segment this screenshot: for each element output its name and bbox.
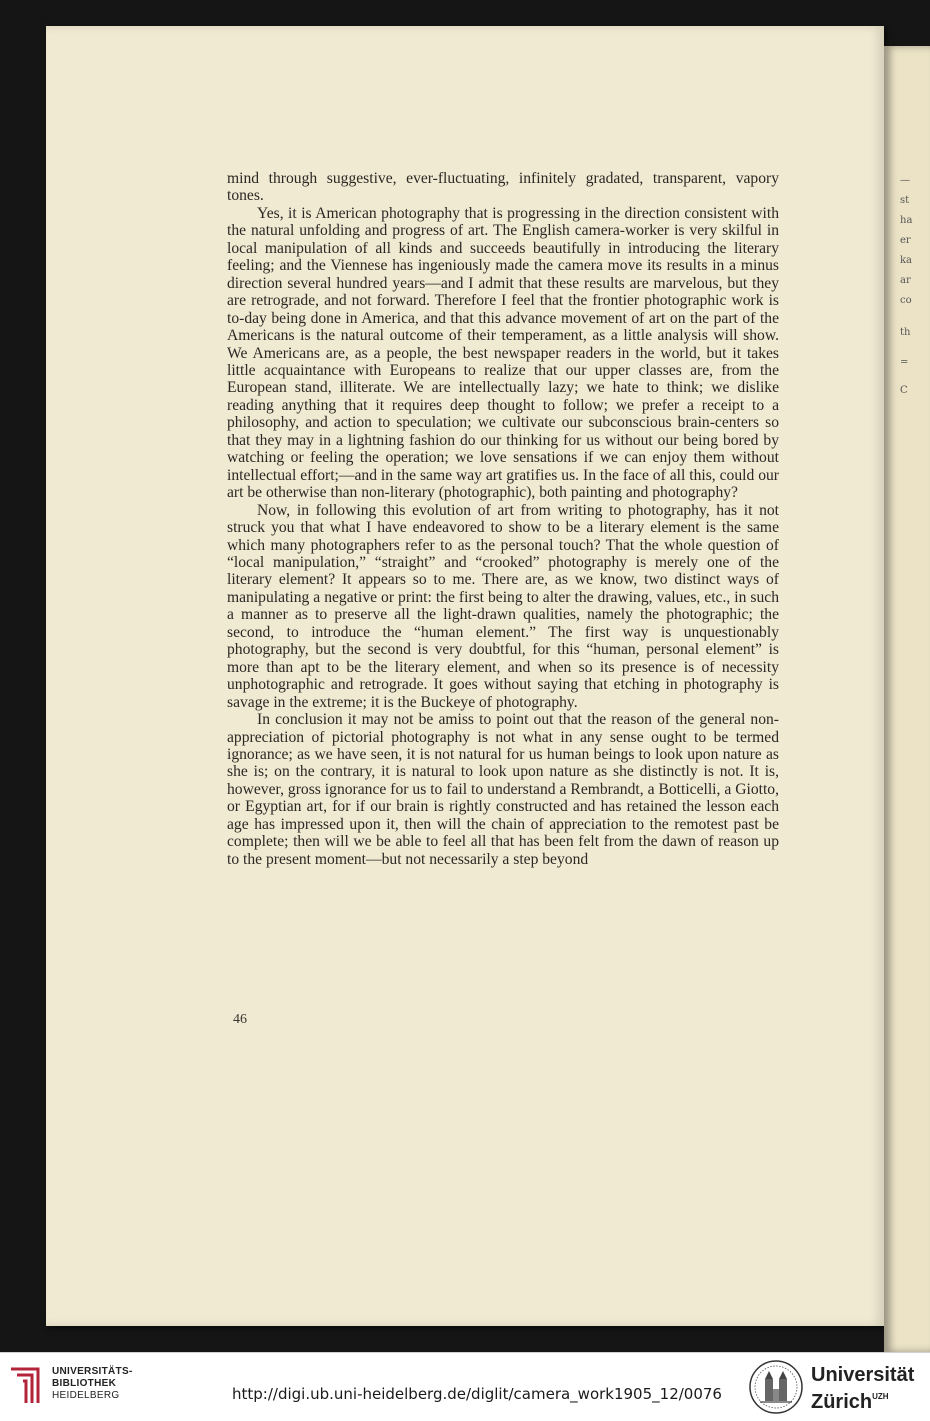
adjacent-page-fragment: = <box>900 357 909 368</box>
document-url-link[interactable]: http://digi.ub.uni-heidelberg.de/diglit/camera_work1905_12/0076 <box>232 1385 722 1403</box>
paragraph: In conclusion it may not be amiss to point out that the reason of the general non-appreciation of pictorial photography is not what in any sense ought to be termed ignorance; as we have seen, it is not natural for us human beings to look upon nature as she is; on the contrary, it is natural to look upon nature as she distinctly is not. It is, however, gross ignorance for us to fail to understand a Rembrandt, a Botticelli, a Giotto, or Egyptian art, for if our brain is rightly constructed and has retained the lesson each age has impressed upon it, then will the chain of appreciation to the remotest past be complete; then will we be able to feel all that has been felt from the dawn of reason up to the present moment—but not necessarily a step beyond <box>227 711 779 868</box>
university-city: Zürich <box>811 1391 873 1413</box>
adjacent-page-fragment: — <box>900 175 910 186</box>
library-name-line: UNIVERSITÄTS- <box>52 1366 133 1377</box>
adjacent-page-fragment: th <box>900 327 911 338</box>
paragraph: Yes, it is American photography that is progressing in the direction consistent with the natural unfolding and progress of art. The English camera-worker is very skilful in local manipulation of all kinds and succeeds beautifully in introducing the literary feeling; and the Viennese has ingeniously made the camera move its results in a minus direction several hundred years—and I admit that these results are marvelous, but they are retrograde, and not forward. Therefore I feel that the frontier photographic work is to-day being done in America, and that this advance movement of art on the part of the Americans is the natural outcome of their temperament, as a little analysis will show. We Americans are, as a people, the best newspaper readers in the world, but it takes little acquaintance with Europeans to realize that our upper classes are, from the European stand, illiterate. We are intellectually lazy; we hate to think; we dislike reading anything that it requires deep thought to follow; we prefer a receipt to a philosophy, and action to speculation; we cultivate our subconscious brain-centers so that they may in a lightning fashion do our thinking for us without our being bored by watching or feeling the operation; we love sensations if we can enjoy them without intellectual effort;—and in the same way art gratifies us. In the face of all this, could our art be otherwise than non-literary (photographic), both painting and photography? <box>227 204 779 502</box>
library-name-line: HEIDELBERG <box>52 1390 120 1401</box>
heidelberg-library-logo-icon[interactable] <box>8 1363 46 1407</box>
library-name <box>52 1366 133 1402</box>
university-name-line <box>811 1386 914 1413</box>
uzh-superscript: UZH <box>872 1392 889 1401</box>
library-name-line: BIBLIOTHEK <box>52 1378 117 1389</box>
university-name-line: Universität <box>811 1364 915 1386</box>
adjacent-page-fragment: ar <box>900 275 911 286</box>
university-name <box>811 1364 914 1413</box>
viewer-footer <box>0 1352 930 1421</box>
zurich-university-seal-icon[interactable] <box>748 1359 804 1415</box>
adjacent-page-fragment: C <box>900 385 908 396</box>
adjacent-page-fragment: ha <box>900 215 913 226</box>
adjacent-page-fragment: er <box>900 235 911 246</box>
adjacent-page-edge <box>884 46 930 1352</box>
page-number: 46 <box>233 1012 247 1027</box>
adjacent-page-fragment: st <box>900 195 910 206</box>
paragraph: Now, in following this evolution of art from writing to photography, has it not struck you that what I have endeavored to show to be a literary element is the same which many photographers refer to as the personal touch? That the whole question of “local manipulation,” “straight” and “crooked” photography is merely one of the literary element? It appears so to me. There are, as we know, two distinct ways of manipulating a negative or print: the first being to alter the drawing, values, etc., in such a manner as to preserve all the light-drawn qualities, namely the photographic; the second, to introduce the “human element.” The first way is unquestionably photography, but the second is very doubtful, for this “human, personal element” is more than apt to be the literary element, and when so its presence is of necessity unphotographic and retrograde. It goes without saying that etching in photography is savage in the extreme; it is the Buckeye of photography. <box>227 501 779 711</box>
body-text <box>227 170 779 868</box>
paragraph: mind through suggestive, ever-fluctuating, infinitely gradated, transparent, vapory tones. <box>227 170 779 205</box>
adjacent-page-fragment: ka <box>900 255 913 266</box>
adjacent-page-fragment: co <box>900 295 912 306</box>
